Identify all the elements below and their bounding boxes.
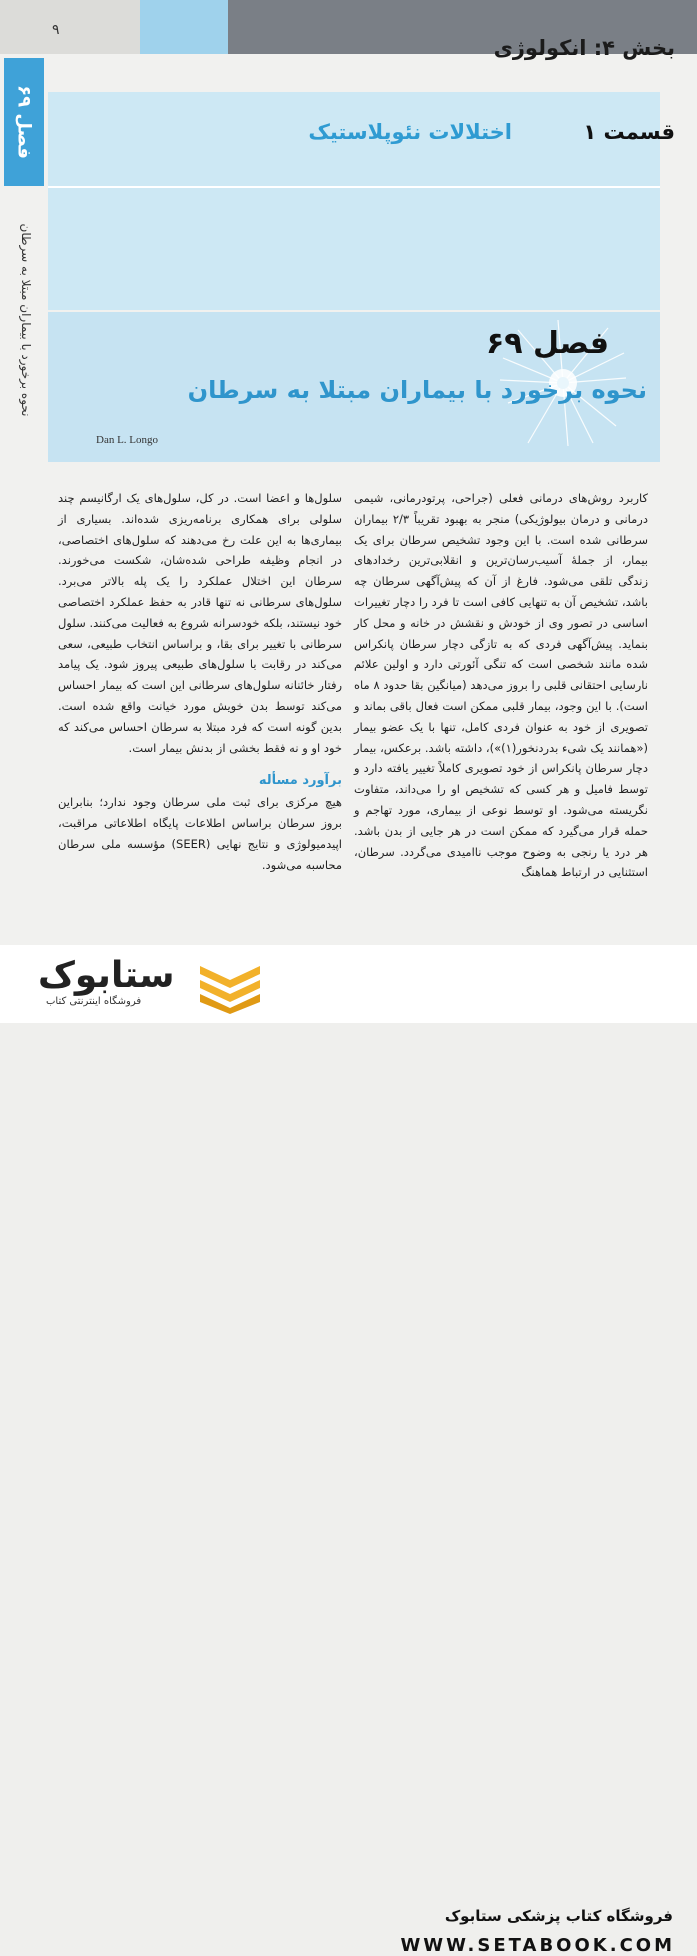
part-name: اختلالات نئوپلاستیک — [308, 120, 512, 144]
part-label: قسمت ۱ — [583, 120, 675, 144]
store-logo-text: ستابوک — [38, 955, 175, 996]
body-column-left — [58, 488, 342, 876]
section-title: بخش ۴: انکولوژی — [493, 36, 675, 60]
chapter-side-tab — [4, 58, 44, 186]
book-stack-icon — [196, 958, 264, 1014]
body-column-right — [354, 488, 648, 883]
store-logo-subtitle: فروشگاه اینترنتی کتاب — [46, 996, 142, 1007]
running-title — [16, 200, 36, 440]
side-tab-label: فصل ۶۹ — [13, 85, 35, 159]
chapter-title: نحوه برخورد با بیماران مبتلا به سرطان — [187, 376, 647, 404]
page-number: ۹ — [52, 22, 60, 38]
body-paragraph: سلول‌ها و اعضا است. در کل، سلول‌های یک ارگانیسم چند سلولی برای همکاری برنامه‌ریزی شده‌اند. بسیاری از بیماری‌ها به این علت رخ می‌دهند که سلول‌های اختصاصی، در انجام وظیفه طراحی شده‌شان، شکست می‌خورند. سرطان این اختلال عملکرد را یک پله بالاتر می‌برد. سلول‌های سرطانی نه تنها قادر به حفظ عملکرد اختصاصی خود نیستند، بلکه خودسرانه شروع به فعالیت می‌کنند. سلول سرطانی با تغییر برای بقا، و براساس انتخاب طبیعی، سعی می‌کند در رقابت با سلول‌های طبیعی پیروز شود. یک پیامد رفتار خائنانه سلول‌های سرطانی این است که بیمار احساس می‌کند توسط بدن خویش مورد خیانت واقع شده است. بدین گونه است که فرد مبتلا به سرطان احساس می‌کند که خود او و نه فقط بخشی از بدنش بیمار است. — [58, 491, 342, 755]
running-title-text: نحوه برخورد با بیماران مبتلا به سرطان — [19, 223, 33, 417]
body-paragraph: هیچ مرکزی برای ثبت ملی سرطان وجود ندارد؛ بنابراین بروز سرطان براساس اطلاعات پایگاه اطلاعاتی مراقبت، اپیدمیولوژی و نتایج نهایی (SEER) مؤسسه ملی سرطان محاسبه می‌شود. — [58, 795, 342, 872]
chapter-author: Dan L. Longo — [96, 434, 159, 446]
top-blue-panel — [140, 0, 228, 54]
chapter-label: فصل ۶۹ — [485, 326, 609, 361]
book-page — [0, 0, 697, 945]
store-url[interactable]: WWW.SETABOOK.COM — [400, 1935, 675, 1956]
store-name: فروشگاه کتاب پزشکی ستابوک — [444, 1907, 673, 1925]
body-paragraph: کاربرد روش‌های درمانی فعلی (جراحی، پرتودرمانی، شیمی درمانی و درمان بیولوژیکی) منجر به بهبود تقریباً ۲/۳ بیماران سرطانی شده است. با این وجود تشخیص سرطان برای یک بیمار، از جملهٔ آسیب‌رسان‌ترین و انقلابی‌ترین رخدادهای زندگی تلقی می‌شود. فارغ از آن که پیش‌آگهی سرطان چه باشد، تشخیص آن به تنهایی کافی است تا فرد را دچار تغییرات اساسی در تصور وی از خودش و نقشش در خانه و محل کار بنماید. پیش‌آگهی فردی که به تازگی دچار سرطان پانکراس شده مانند شخصی است که تنگی آئورتی دارد و اولین علائم نارسایی احتقانی قلبی را بروز می‌دهد (میانگین بقا حدود ۸ ماه است). با این وجود، بیمار قلبی ممکن است فعال باقی بماند و تصویری از خود به عنوان فردی کامل، تنها با یک عضو بیمار («همانند یک شیء بدردنخور(۱)»)، داشته باشد. برعکس، بیمار دچار سرطان پانکراس از خود تصویری کاملاً تغییر یافته دارد و توسط فامیل و هر کسی که تشخیص او را می‌داند، متفاوت نگریسته می‌شود. او توسط نوعی از بیماری، مورد تهاجم و حمله قرار می‌گیرد که ممکن است در هر جایی از بدن باشد. هر درد یا رنجی به وضوح موجب ناامیدی می‌گردد. سرطان، استثنایی در ارتباط هماهنگ — [354, 491, 648, 880]
subsection-heading: برآورد مسأله — [258, 773, 342, 789]
part-row — [48, 186, 660, 252]
